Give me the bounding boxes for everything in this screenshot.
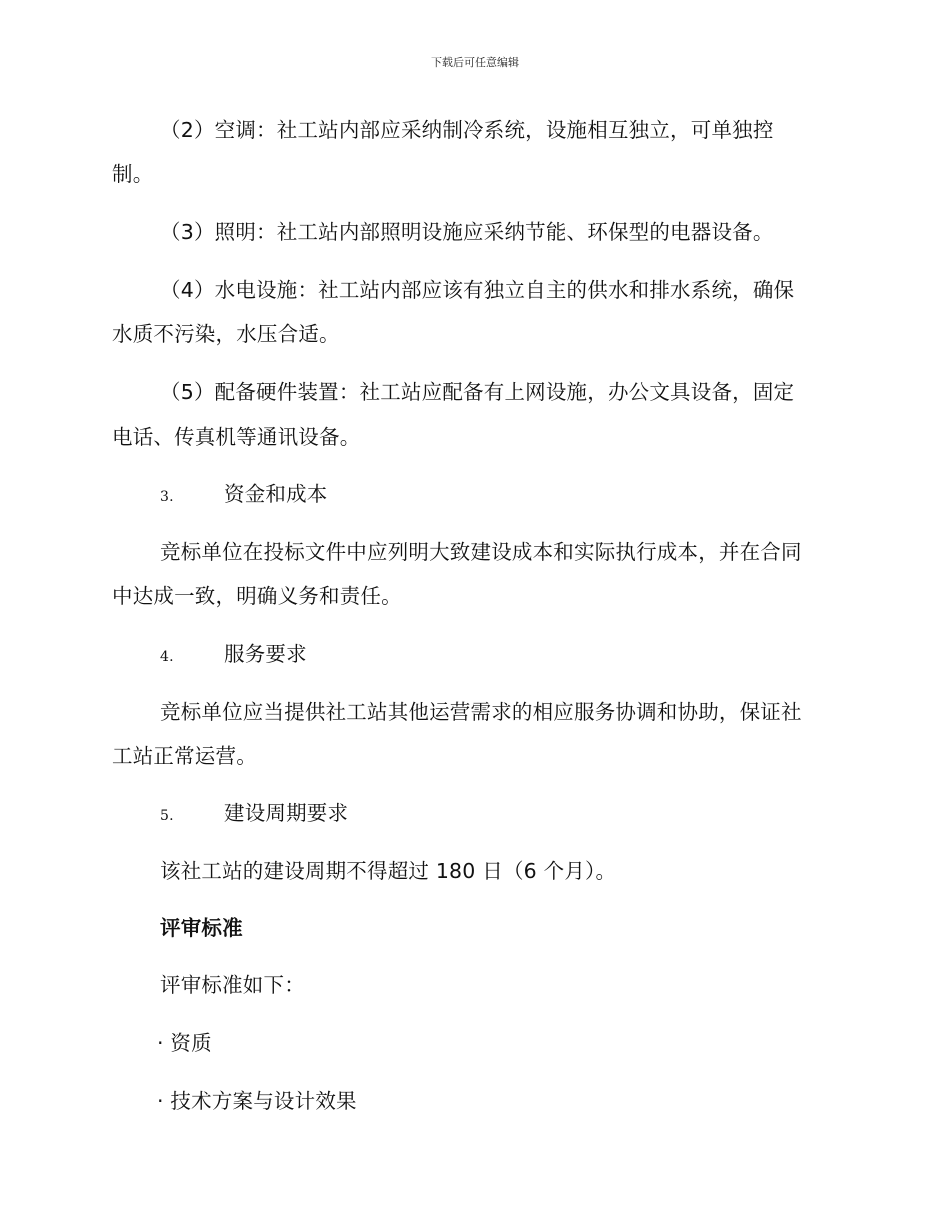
section-heading-3 bbox=[160, 480, 328, 511]
paragraph-funding-line2: 中达成一致，明确义务和责任。 bbox=[112, 584, 402, 608]
paragraph-hardware-line2: 电话、传真机等通讯设备。 bbox=[112, 425, 361, 449]
section-heading-5 bbox=[160, 799, 349, 830]
section-number: 4. bbox=[160, 649, 174, 665]
section-title: 建设周期要求 bbox=[224, 801, 349, 825]
review-intro: 评审标准如下： bbox=[160, 973, 305, 997]
section-heading-4 bbox=[160, 640, 307, 671]
paragraph-water-power-line1: （4）水电设施：社工站内部应该有独立自主的供水和排水系统，确保 bbox=[160, 278, 795, 302]
section-title: 资金和成本 bbox=[224, 482, 328, 506]
paragraph-period: 该社工站的建设周期不得超过 180 日（6 个月）。 bbox=[160, 859, 617, 883]
paragraph-aircon-line2: 制。 bbox=[112, 162, 154, 186]
paragraph-service-line1: 竞标单位应当提供社工站其他运营需求的相应服务协调和协助，保证社 bbox=[160, 700, 802, 724]
paragraph-hardware-line1: （5）配备硬件装置：社工站应配备有上网设施，办公文具设备，固定 bbox=[160, 380, 795, 404]
bullet-item: · 技术方案与设计效果 bbox=[157, 1089, 357, 1113]
section-number: 5. bbox=[160, 808, 174, 824]
section-title: 服务要求 bbox=[224, 642, 307, 666]
paragraph-aircon-line1: （2）空调：社工站内部应采纳制冷系统，设施相互独立，可单独控 bbox=[160, 118, 774, 142]
bullet-item: · 资质 bbox=[157, 1031, 212, 1055]
paragraph-funding-line1: 竞标单位在投标文件中应列明大致建设成本和实际执行成本，并在合同 bbox=[160, 540, 802, 564]
page-header: 下载后可任意编辑 bbox=[431, 56, 519, 69]
review-title: 评审标准 bbox=[160, 916, 243, 940]
paragraph-service-line2: 工站正常运营。 bbox=[112, 744, 257, 768]
section-number: 3. bbox=[160, 489, 174, 505]
paragraph-lighting: （3）照明：社工站内部照明设施应采纳节能、环保型的电器设备。 bbox=[160, 220, 774, 244]
paragraph-water-power-line2: 水质不污染，水压合适。 bbox=[112, 322, 340, 346]
